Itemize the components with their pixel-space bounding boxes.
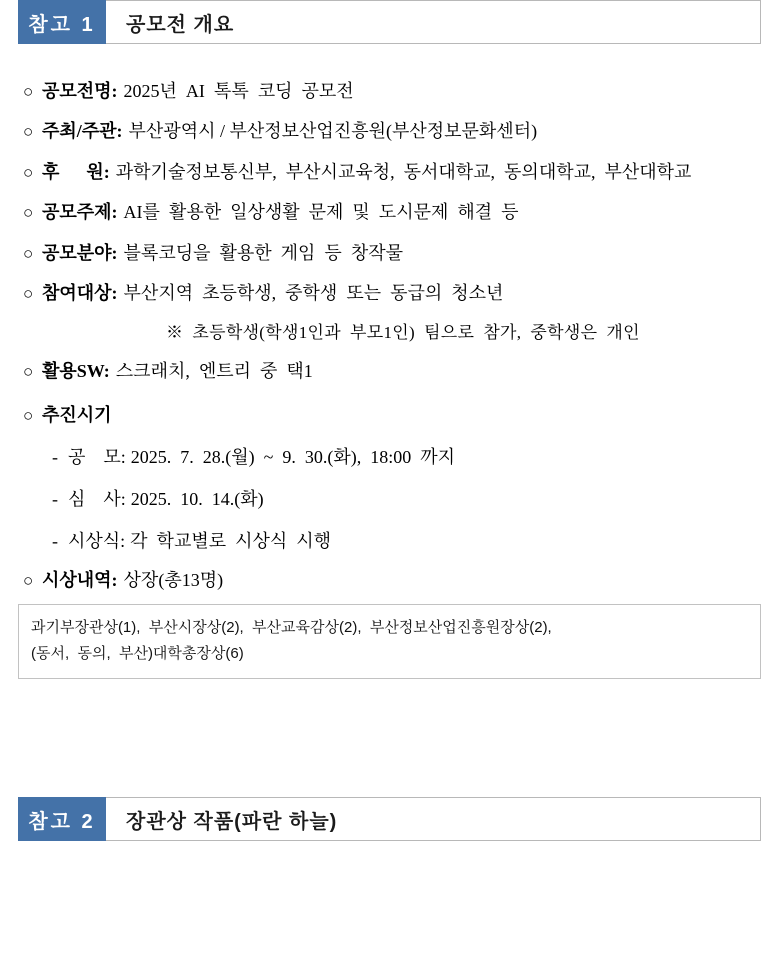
list-item	[18, 360, 761, 383]
schedule-value: 2025. 7. 28.(월) ~ 9. 30.(화), 18:00 까지	[130, 446, 456, 467]
dash-icon: -	[52, 488, 58, 509]
item-value: 블록코딩을 활용한 게임 등 창작물	[123, 242, 403, 263]
item-label: 활용SW:	[42, 361, 110, 382]
list-item	[18, 161, 761, 184]
reference-badge-1: 참고 1	[18, 0, 106, 44]
list-item	[18, 120, 761, 143]
note-indent-spacer	[18, 318, 166, 343]
item-value: 부산광역시 / 부산정보산업진흥원(부산정보문화센터)	[128, 121, 538, 142]
bullet-icon: ○	[23, 82, 34, 101]
note-text: ※ 초등학생(학생1인과 부모1인) 팀으로 참가, 중학생은 개인	[166, 323, 640, 343]
item-label: 참여대상:	[42, 282, 118, 303]
section-title-2: 장관상 작품(파란 하늘)	[106, 797, 761, 841]
bullet-icon: ○	[23, 570, 34, 590]
item-label: 공모전명:	[42, 81, 118, 101]
bullet-icon: ○	[23, 203, 34, 223]
item-label: 시상내역:	[42, 569, 118, 590]
section-title-1: 공모전 개요	[106, 0, 761, 44]
item-label: 공모분야:	[42, 242, 118, 263]
award-line: (동서, 동의, 부산)대학총장상(6)	[31, 644, 244, 662]
item-value: 상장(총13명)	[123, 569, 224, 590]
schedule-heading: 추진시기	[42, 404, 112, 425]
schedule-label: 심 사:	[68, 488, 126, 509]
reference-badge-2: 참고 2	[18, 797, 106, 841]
item-value: 부산지역 초등학생, 중학생 또는 동급의 청소년	[123, 282, 504, 303]
dash-icon: -	[52, 446, 58, 467]
item-value: AI를 활용한 일상생활 문제 및 도시문제 해결 등	[123, 202, 519, 223]
bullet-icon: ○	[23, 122, 34, 142]
bullet-icon: ○	[23, 243, 34, 263]
section-spacer	[0, 679, 779, 797]
award-line: 과기부장관상(1), 부산시장상(2), 부산교육감상(2), 부산정보산업진흥원장상(2),	[31, 619, 552, 637]
schedule-item	[18, 527, 761, 553]
item-value: 2025년 AI 톡톡 코딩 공모전	[123, 81, 354, 101]
list-item	[18, 569, 761, 592]
award-detail-box	[18, 604, 761, 679]
item-value: 과학기술정보통신부, 부산시교육청, 동서대학교, 동의대학교, 부산대학교	[115, 161, 692, 182]
dash-icon: -	[52, 530, 58, 551]
schedule-value: 각 학교별로 시상식 시행	[130, 530, 332, 551]
schedule-value: 2025. 10. 14.(화)	[130, 488, 264, 509]
bullet-icon: ○	[23, 362, 34, 382]
participation-note	[18, 318, 761, 343]
list-item	[18, 242, 761, 265]
bullet-icon: ○	[23, 162, 34, 182]
schedule-label: 공 모:	[68, 446, 126, 467]
item-label: 공모주제:	[42, 202, 118, 223]
schedule-heading-row	[18, 401, 761, 427]
list-item	[18, 80, 761, 103]
section-header-2	[18, 797, 761, 841]
schedule-item	[18, 485, 761, 511]
item-value: 스크래치, 엔트리 중 택1	[115, 361, 313, 382]
bullet-icon: ○	[23, 405, 34, 425]
list-item	[18, 201, 761, 224]
list-item	[18, 282, 761, 305]
schedule-label: 시상식:	[68, 530, 126, 551]
schedule-item	[18, 443, 761, 469]
item-label: 주최/주관:	[42, 121, 123, 142]
overview-body	[18, 44, 761, 592]
section-header-1	[18, 0, 761, 44]
item-label: 후 원:	[42, 161, 110, 182]
bullet-icon: ○	[23, 283, 34, 303]
